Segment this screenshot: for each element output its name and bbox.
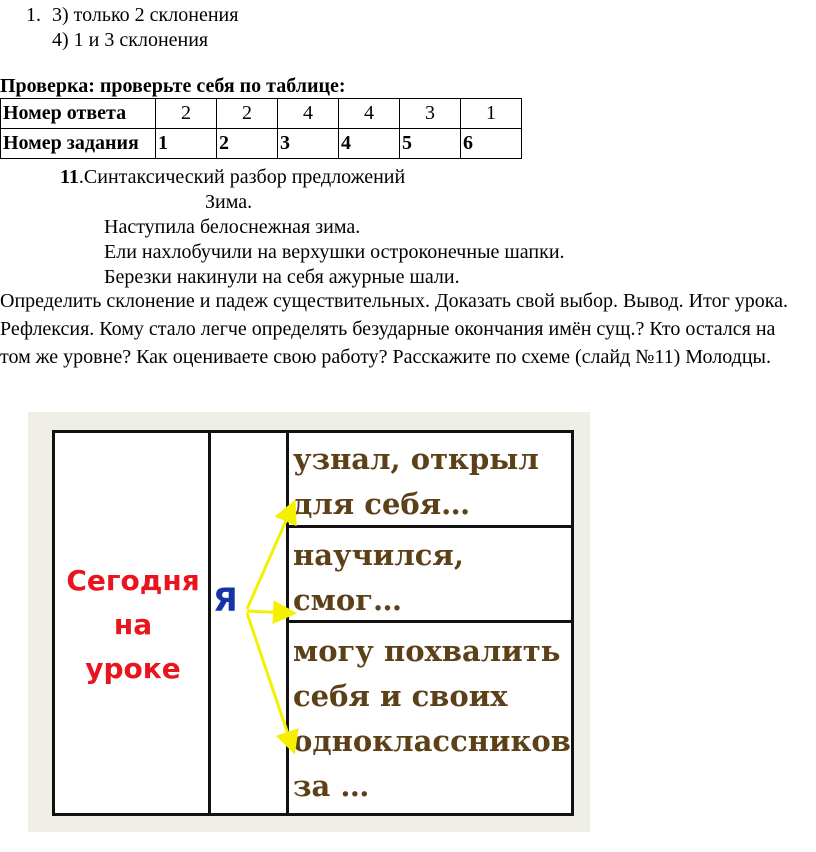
check-heading: Проверка: проверьте себя по таблице: — [0, 75, 346, 97]
row-label-task-number: Номер задания — [1, 129, 156, 159]
pronoun-label: Я — [213, 581, 238, 619]
answer-cell: 2 — [217, 99, 278, 129]
option-line: для себя… — [293, 487, 471, 521]
answer-cell: 3 — [400, 99, 461, 129]
task-11-title: .Синтаксический разбор предложений — [78, 166, 406, 188]
answer-option-4: 4) 1 и 3 склонения — [52, 29, 209, 51]
answer-cell: 1 — [461, 99, 522, 129]
sentence-3: Ели нахлобучили на верхушки остроконечные шапки. — [104, 241, 565, 263]
sentence-1: Зима. — [205, 191, 253, 213]
connector-arrows — [55, 433, 577, 819]
reflection-slide — [28, 412, 590, 832]
task-cell: 5 — [400, 129, 461, 159]
option-line: узнал, открыл — [293, 442, 539, 476]
option-line: себя и своих — [293, 679, 508, 713]
sentence-2: Наступила белоснежная зима. — [104, 216, 361, 238]
task-11-number: 11 — [60, 166, 79, 188]
option-line: смог… — [293, 583, 402, 617]
today-line: на — [113, 608, 153, 641]
arrow-down — [247, 613, 293, 749]
slide-frame — [52, 430, 574, 816]
task-cell: 3 — [278, 129, 339, 159]
table-row — [1, 129, 522, 159]
today-line: уроке — [85, 652, 181, 685]
task-cell: 4 — [339, 129, 400, 159]
sentence-4: Березки накинули на себя ажурные шали. — [104, 266, 460, 288]
option-line: за … — [293, 769, 370, 803]
option-line: могу похвалить — [293, 634, 561, 668]
reflection-paragraph: Определить склонение и падеж существительных. Доказать свой выбор. Вывод. Итог урока. Рефлексия. Кому стало легче определять безударные окончания имён сущ.? Кто остался на том же уровне? Как оцениваете свою работу? Расскажите по схеме (слайд №11) Молодцы. — [0, 290, 789, 368]
arrow-up — [247, 505, 293, 609]
today-line: Сегодня — [66, 564, 200, 597]
check-table — [0, 98, 522, 159]
task-cell: 2 — [217, 129, 278, 159]
answer-cell: 4 — [339, 99, 400, 129]
option-line: одноклассников — [293, 724, 571, 758]
task-11-heading — [60, 165, 405, 189]
answer-option-3: 3) только 2 склонения — [52, 4, 239, 26]
row-label-answer-number: Номер ответа — [1, 99, 156, 129]
answer-cell: 2 — [156, 99, 217, 129]
answer-item-number: 1. — [26, 4, 41, 26]
option-line: научился, — [293, 538, 464, 572]
table-row — [1, 99, 522, 129]
arrow-middle — [247, 611, 291, 613]
answer-cell: 4 — [278, 99, 339, 129]
task-cell: 1 — [156, 129, 217, 159]
task-cell: 6 — [461, 129, 522, 159]
